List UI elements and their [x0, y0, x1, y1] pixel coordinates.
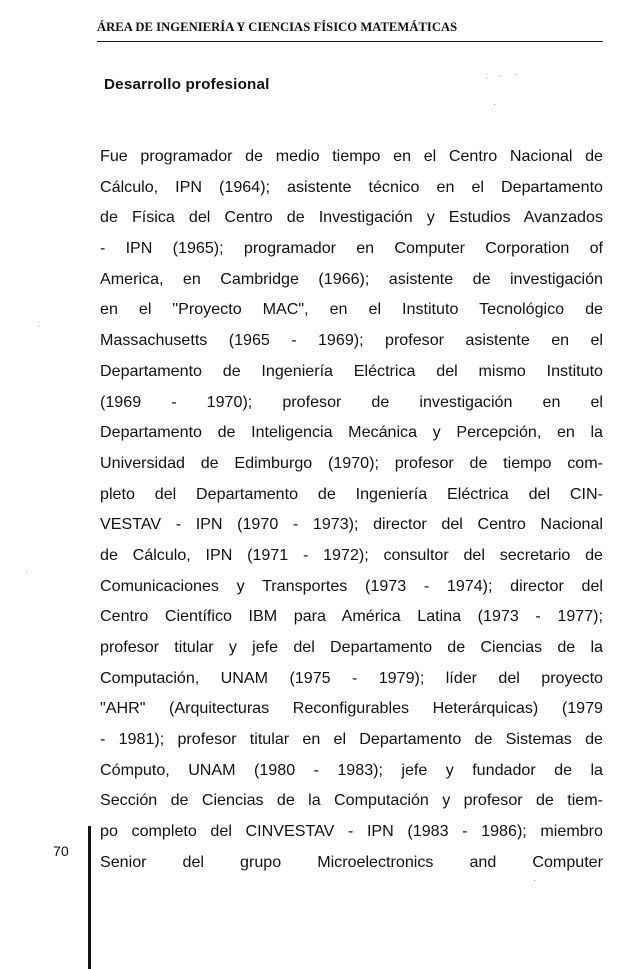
body-line: VESTAV - IPN (1970 - 1973); director del Centro Nacional: [100, 515, 603, 534]
page-number: 70: [53, 844, 69, 860]
body-line: Departamento de Inteligencia Mecánica y Percepción, en la: [100, 423, 603, 442]
body-line: po completo del CINVESTAV - IPN (1983 - 1986); miembro: [100, 822, 603, 841]
body-line: Massachusetts (1965 - 1969); profesor asistente en el: [100, 331, 603, 350]
section-heading: Desarrollo profesional: [104, 76, 270, 93]
scan-speck: [26, 572, 27, 573]
scan-speck: [534, 880, 535, 881]
body-line: Cálculo, IPN (1964); asistente técnico en el Departamento: [100, 177, 603, 196]
margin-bar: [88, 826, 91, 969]
body-line: - IPN (1965); programador en Computer Corporation of: [100, 239, 603, 258]
body-line: Universidad de Edimburgo (1970); profesor de tiempo com-: [100, 453, 603, 472]
body-line: Senior del grupo Microelectronics and Computer: [100, 852, 603, 871]
body-line: de Cálculo, IPN (1971 - 1972); consultor del secretario de: [100, 545, 603, 564]
body-line: America, en Cambridge (1966); asistente de investigación: [100, 269, 603, 288]
body-line: profesor titular y jefe del Departamento de Ciencias de la: [100, 638, 603, 656]
body-line: Fue programador de medio tiempo en el Centro Nacional de: [100, 147, 603, 165]
scan-speck: [38, 326, 39, 327]
body-line: Centro Científico IBM para América Latina (1973 - 1977);: [100, 607, 603, 626]
body-line: Computación, UNAM (1975 - 1979); líder del proyecto: [100, 668, 603, 687]
body-text: [100, 146, 603, 883]
body-line: pleto del Departamento de Ingeniería Eléctrica del CIN-: [100, 484, 603, 503]
body-line: "AHR" (Arquitecturas Reconfigurables Heterárquicas) (1979: [100, 699, 603, 718]
body-line: Sección de Ciencias de la Computación y profesor de tiem-: [100, 791, 603, 810]
scan-speck: [516, 74, 517, 75]
scan-speck: [500, 76, 501, 77]
body-line: Departamento de Ingeniería Eléctrica del mismo Instituto: [100, 361, 603, 380]
body-line: - 1981); profesor titular en el Departamento de Sistemas de: [100, 730, 603, 749]
running-header: ÁREA DE INGENIERÍA Y CIENCIAS FÍSICO MATEMÁTICAS: [97, 20, 458, 34]
body-line: (1969 - 1970); profesor de investigación en el: [100, 392, 603, 411]
scan-speck: [486, 78, 487, 79]
header-rule: [97, 41, 603, 42]
body-line: Comunicaciones y Transportes (1973 - 1974); director del: [100, 576, 603, 595]
body-line: Cómputo, UNAM (1980 - 1983); jefe y fundador de la: [100, 760, 603, 779]
scan-speck: [494, 104, 495, 105]
body-line: de Física del Centro de Investigación y Estudios Avanzados: [100, 208, 603, 227]
body-line: en el "Proyecto MAC", en el Instituto Tecnológico de: [100, 300, 603, 319]
